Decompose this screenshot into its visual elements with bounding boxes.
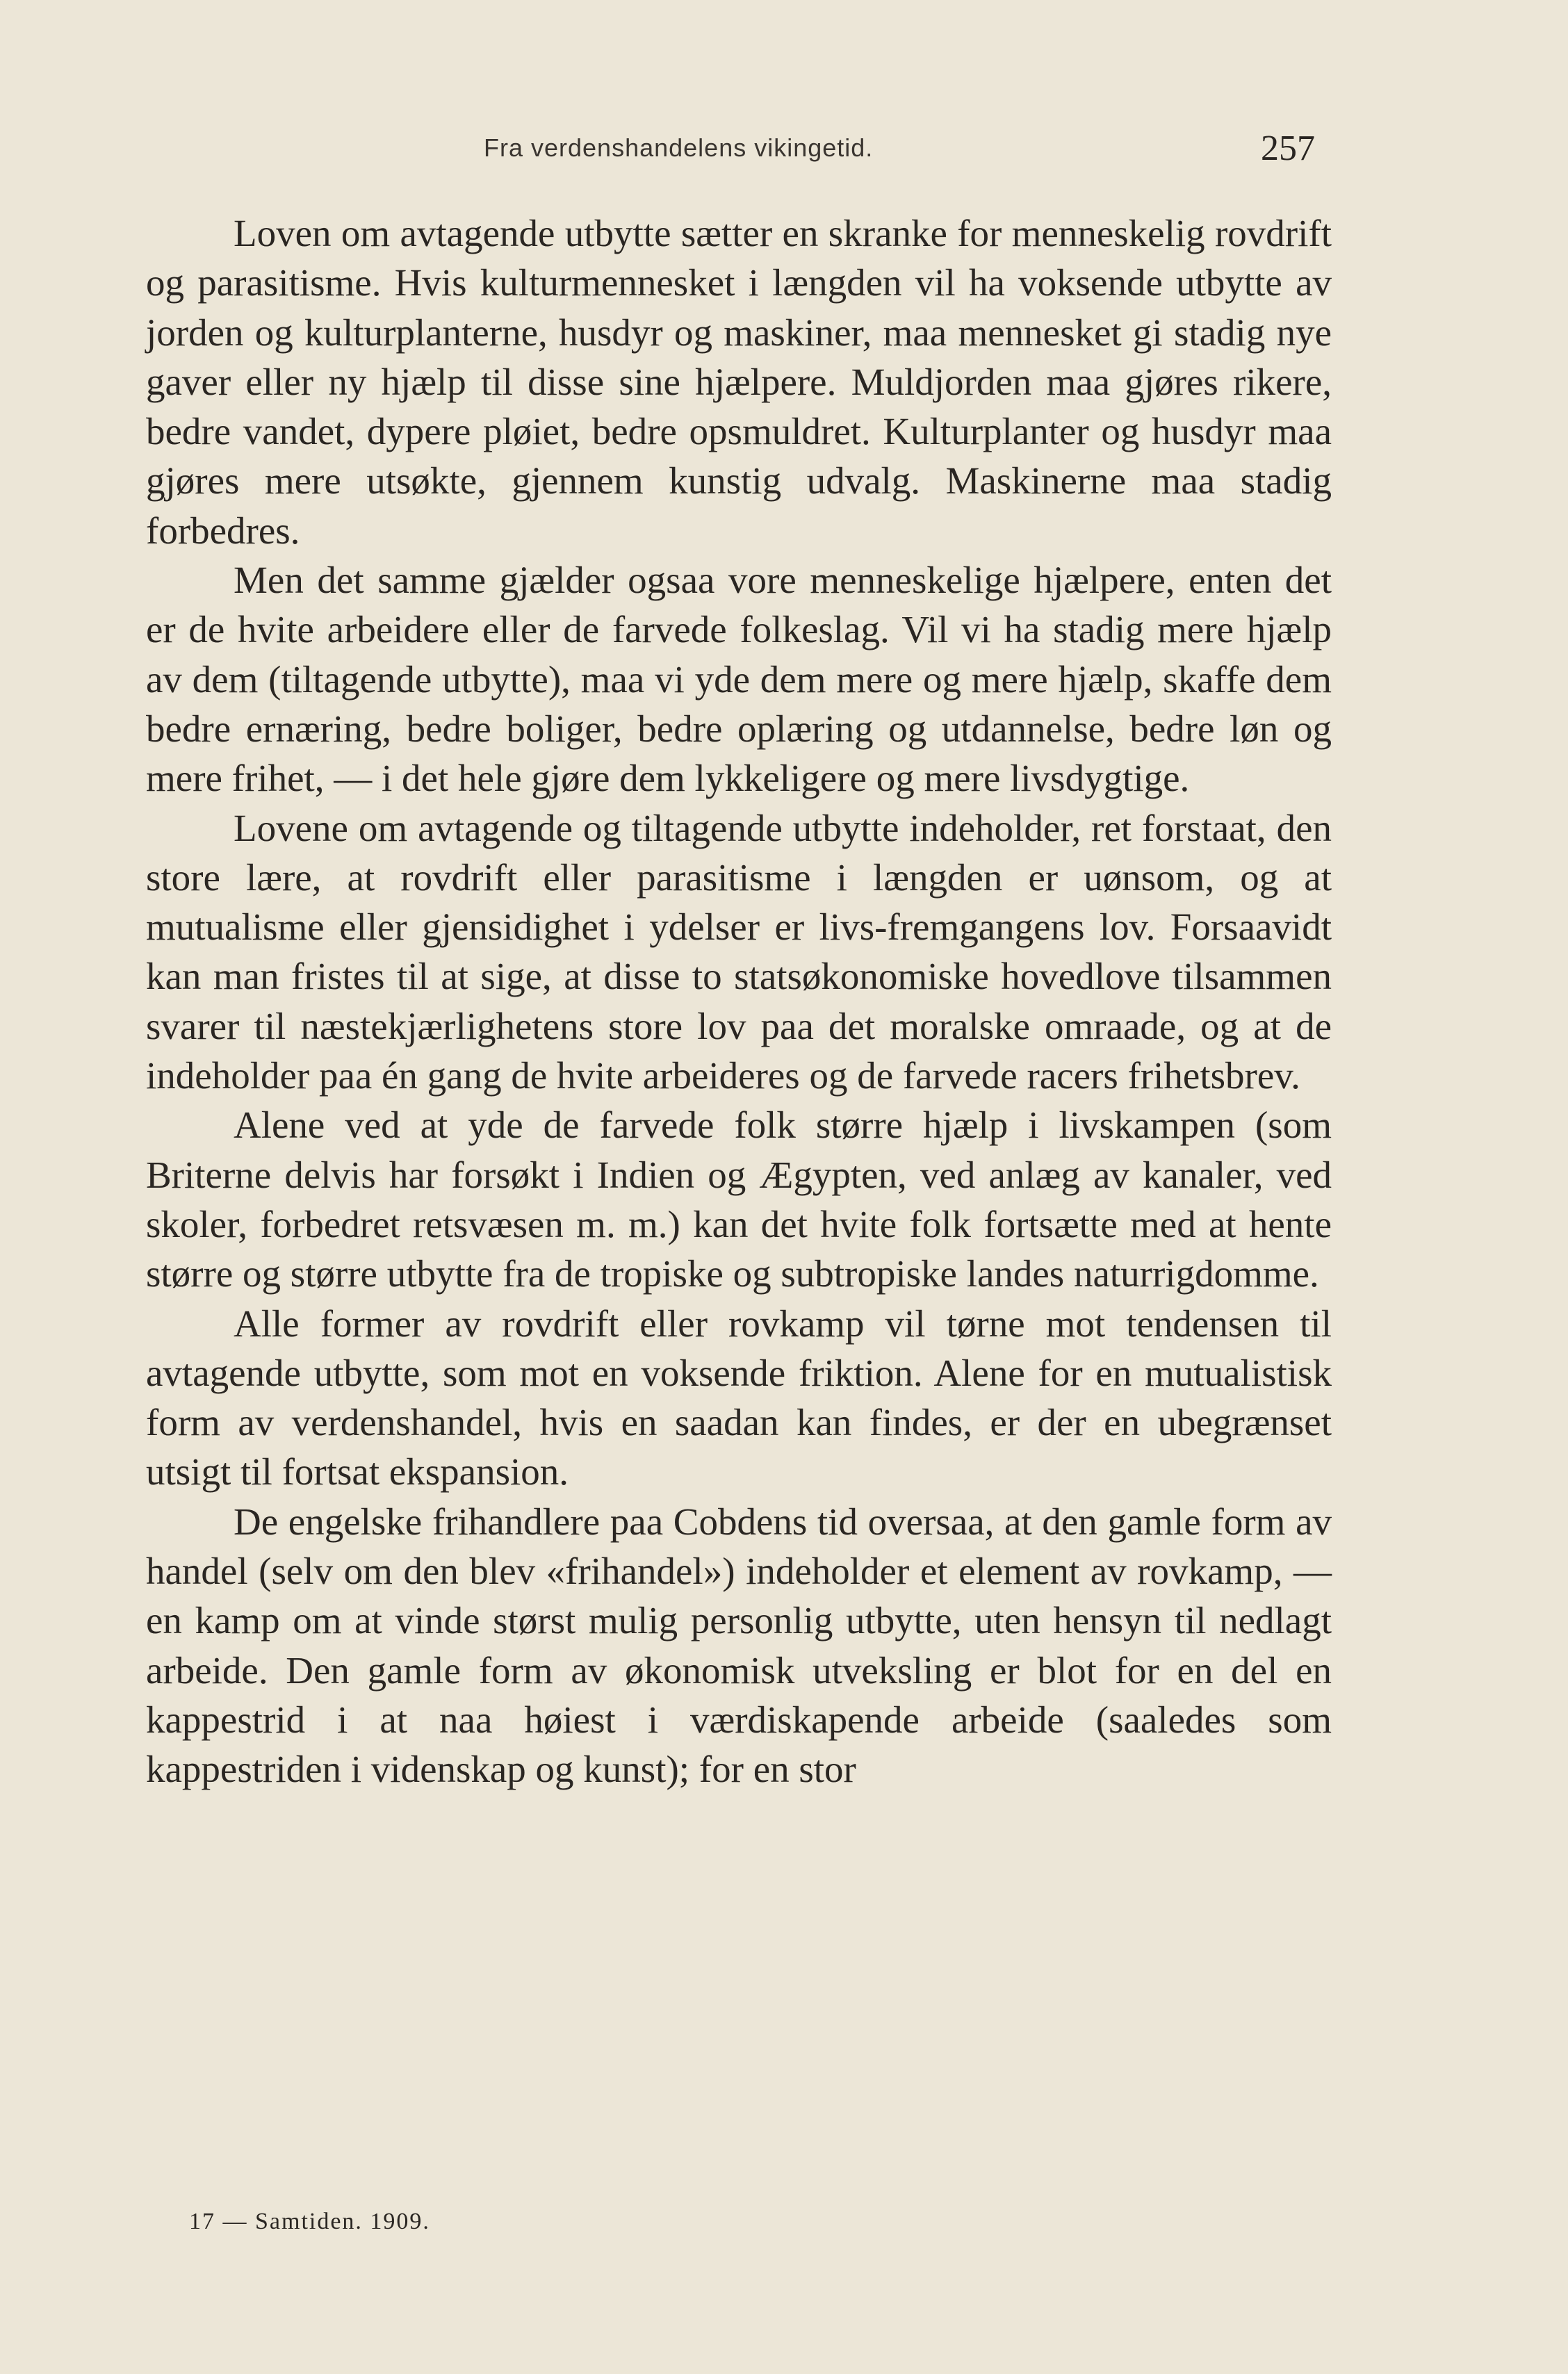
page-number: 257 <box>1261 129 1315 168</box>
running-title: Fra verdenshandelens vikingetid. <box>484 133 874 162</box>
paragraph: Alle former av rovdrift eller rovkamp vil tørne mot tendensen til avtagende utbytte, som mot en voksende friktion. Alene for en mutualistisk form av verdenshandel, hvis en saadan kan findes, er der en ubegrænset utsigt til fortsat ekspansion. <box>146 1302 1332 1493</box>
paragraph: Alene ved at yde de farvede folk større hjælp i livskampen (som Briterne delvis har forsøkt i Indien og Ægypten, ved anlæg av kanaler, ved skoler, forbedret retsvæsen m. m.) kan det hvite folk fortsætte med at hente større og større utbytte fra de tropiske og subtropiske landes naturrigdomme. <box>146 1104 1332 1295</box>
paragraph: De engelske frihandlere paa Cobdens tid oversaa, at den gamle form av handel (selv om den blev «frihandel») indeholder et element av rovkamp, — en kamp om at vinde størst mulig personlig utbytte, uten hensyn til nedlagt arbeide. Den gamle form av økonomisk utveksling er blot for en del en kappestrid i at naa høiest i værdiskapende arbeide (saaledes som kappestriden i videnskap og kunst); for en stor <box>146 1500 1332 1791</box>
paragraph: Lovene om avtagende og tiltagende utbytte indeholder, ret forstaat, den store lære, at rovdrift eller parasitisme i længden er uønsom, og at mutualisme eller gjensidighet i ydelser er livs-fremgangens lov. Forsaavidt kan man fristes til at sige, at disse to statsøkonomiske hovedlove tilsammen svarer til næstekjærlighetens store lov paa det moralske omraade, og at de indeholder paa én gang de hvite arbeideres og de farvede racers frihetsbrev. <box>146 806 1332 1097</box>
printer-signature: 17 — Samtiden. 1909. <box>189 2209 430 2234</box>
body-text <box>146 208 1332 1794</box>
paragraph: Loven om avtagende utbytte sætter en skranke for menneskelig rovdrift og parasitisme. Hvis kulturmennesket i længden vil ha voksende utbytte av jorden og kulturplanterne, husdyr og maskiner, maa mennesket gi stadig nye gaver eller ny hjælp til disse sine hjælpere. Muldjorden maa gjøres rikere, bedre vandet, dypere pløiet, bedre opsmuldret. Kulturplanter og husdyr maa gjøres mere utsøkte, gjennem kunstig udvalg. Maskinerne maa stadig forbedres. <box>146 212 1332 552</box>
paragraph: Men det samme gjælder ogsaa vore menneskelige hjælpere, enten det er de hvite arbeidere eller de farvede folkeslag. Vil vi ha stadig mere hjælp av dem (tiltagende utbytte), maa vi yde dem mere og mere hjælp, skaffe dem bedre ernæring, bedre boliger, bedre oplæring og utdannelse, bedre løn og mere frihet, — i det hele gjøre dem lykkeligere og mere livsdygtige. <box>146 559 1332 800</box>
